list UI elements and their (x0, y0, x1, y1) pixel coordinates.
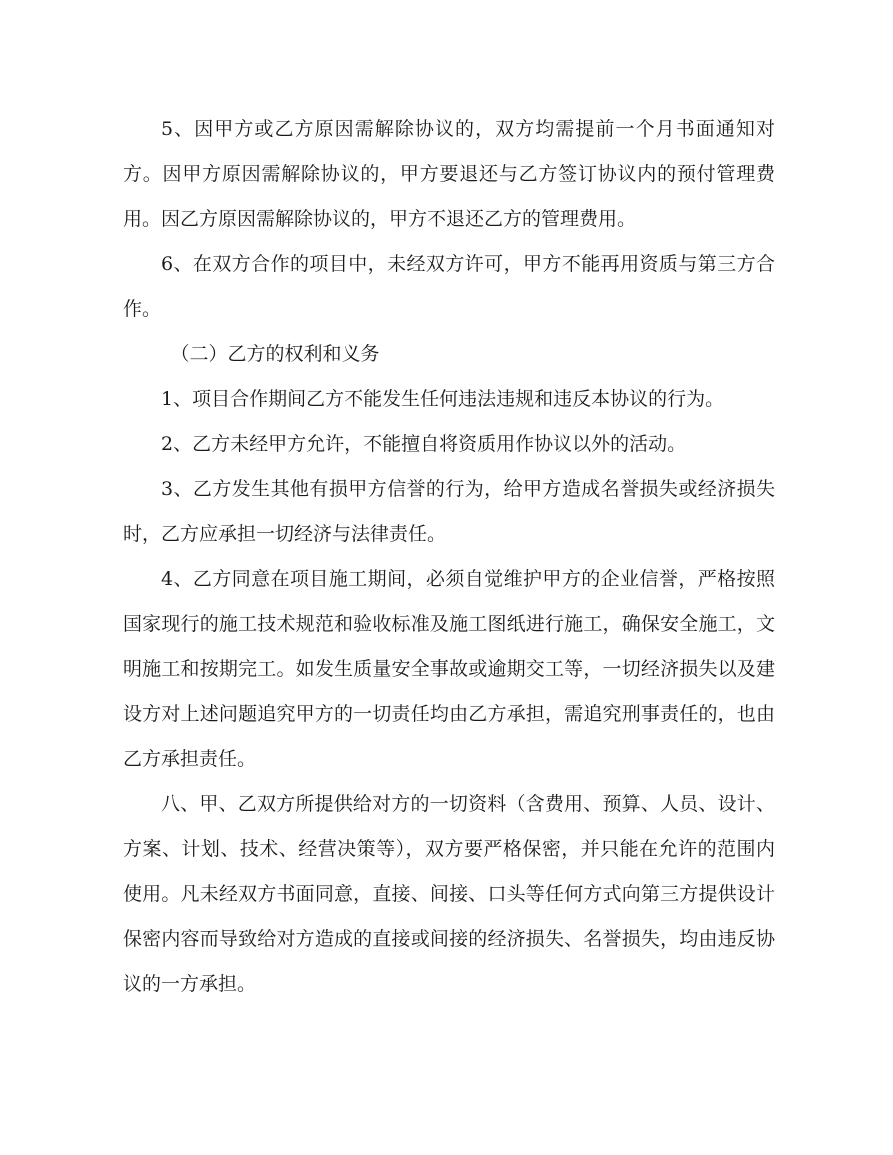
article-8-confidentiality: 八、甲、乙双方所提供给对方的一切资料（含费用、预算、人员、设计、方案、计划、技术、经营决策等），双方要严格保密，并只能在允许的范围内使用。凡未经双方书面同意，直接、间接、口头等任何方式向第三方提供设计保密内容而导致给对方造成的直接或间接的经济损失、名誉损失，均由违反协议的一方承担。 (123, 793, 775, 995)
section-heading-party-b: （二）乙方的权利和义务 (170, 343, 380, 365)
party-b-clause-4: 4、乙方同意在项目施工期间，必须自觉维护甲方的企业信誉，严格按照国家现行的施工技术规范和验收标准及施工图纸进行施工，确保安全施工，文明施工和按期完工。如发生质量安全事故或逾期交工等，一切经济损失以及建设方对上述问题追究甲方的一切责任均由乙方承担，需追究刑事责任的，也由乙方承担责任。 (123, 568, 775, 770)
party-b-clause-1: 1、项目合作期间乙方不能发生任何违法违规和违反本协议的行为。 (161, 388, 725, 410)
party-b-clause-3: 3、乙方发生其他有损甲方信誉的行为，给甲方造成名誉损失或经济损失时，乙方应承担一切经济与法律责任。 (123, 478, 775, 545)
party-b-clause-2: 2、乙方未经甲方允许，不能擅自将资质用作协议以外的活动。 (161, 433, 687, 455)
clause-5-termination: 5、因甲方或乙方原因需解除协议的，双方均需提前一个月书面通知对方。因甲方原因需解除协议的，甲方要退还与乙方签订协议内的预付管理费用。因乙方原因需解除协议的，甲方不退还乙方的管理费用。 (123, 118, 775, 230)
clause-6-third-party: 6、在双方合作的项目中，未经双方许可，甲方不能再用资质与第三方合作。 (123, 253, 775, 320)
